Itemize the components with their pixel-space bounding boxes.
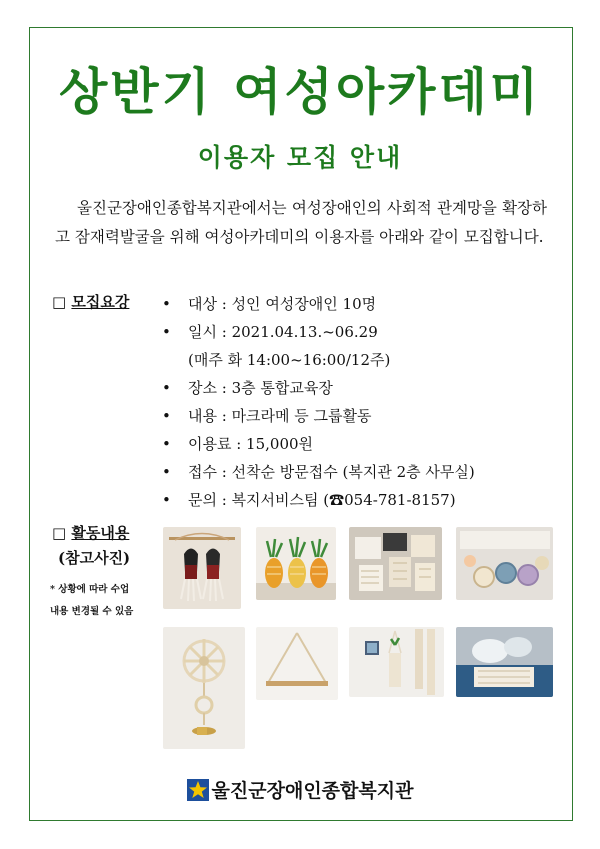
list-item bbox=[162, 402, 562, 430]
requirements-marker: □ bbox=[52, 293, 67, 311]
list-item bbox=[162, 458, 562, 486]
bullet: • bbox=[162, 491, 171, 509]
requirements-heading-label: 모집요강 bbox=[71, 293, 130, 311]
requirements-list bbox=[162, 290, 562, 514]
list-item bbox=[162, 374, 562, 402]
footer-org-name: 울진군장애인종합복지관 bbox=[211, 780, 414, 802]
footer bbox=[0, 778, 600, 804]
list-item bbox=[162, 318, 562, 346]
activities-subheading: (참고사진) bbox=[58, 549, 131, 567]
activity-photo-plant-hangers bbox=[256, 527, 336, 600]
activity-photo-snowflake bbox=[163, 627, 245, 749]
note-line-1: * 상황에 따라 수업 bbox=[50, 584, 130, 595]
list-item bbox=[162, 346, 562, 374]
item-text: 내용 : 마크라메 등 그룹활동 bbox=[188, 407, 372, 425]
activity-photo-coasters bbox=[456, 527, 553, 600]
activities-note bbox=[50, 579, 160, 623]
activity-photo-tray bbox=[456, 627, 553, 697]
activities-heading-label: 활동내용 bbox=[71, 524, 130, 542]
activities-marker: □ bbox=[52, 524, 67, 542]
item-text: 이용료 : 15,000원 bbox=[188, 435, 314, 453]
activity-photo-samples bbox=[349, 527, 442, 600]
activity-photo-dolls bbox=[163, 527, 241, 609]
activity-photo-shelf bbox=[256, 627, 338, 700]
bullet: • bbox=[162, 323, 171, 341]
list-item bbox=[162, 486, 562, 514]
item-text: 장소 : 3층 통합교육장 bbox=[188, 379, 333, 397]
bullet: • bbox=[162, 407, 171, 425]
item-text: 접수 : 선착순 방문접수 (복지관 2층 사무실) bbox=[188, 463, 475, 481]
bullet: • bbox=[162, 463, 171, 481]
star-logo-icon bbox=[187, 779, 209, 801]
bullet: • bbox=[162, 295, 171, 313]
intro-paragraph bbox=[55, 194, 547, 252]
item-text: (매주 화 14:00~16:00/12주) bbox=[188, 351, 391, 369]
list-item bbox=[162, 290, 562, 318]
item-text: 문의 : 복지서비스팀 (☎054-781-8157) bbox=[188, 491, 456, 509]
bullet: • bbox=[162, 435, 171, 453]
intro-text: 울진군장애인종합복지관에서는 여성장애인의 사회적 관계망을 확장하고 잠재력발굴을 위해 여성아카데미의 이용자를 아래와 같이 모집합니다. bbox=[55, 199, 547, 246]
list-item bbox=[162, 430, 562, 458]
page-title: 상반기 여성아카데미 bbox=[58, 63, 542, 121]
activities-heading bbox=[52, 522, 129, 544]
item-text: 일시 : 2021.04.13.~06.29 bbox=[188, 323, 378, 341]
item-text: 대상 : 성인 여성장애인 10명 bbox=[188, 295, 377, 313]
requirements-heading bbox=[52, 291, 129, 313]
bullet: • bbox=[162, 379, 171, 397]
note-line-2: 내용 변경될 수 있음 bbox=[50, 606, 134, 617]
activity-photo-wall-hangers bbox=[349, 627, 444, 697]
page-subtitle: 이용자 모집 안내 bbox=[197, 143, 403, 172]
